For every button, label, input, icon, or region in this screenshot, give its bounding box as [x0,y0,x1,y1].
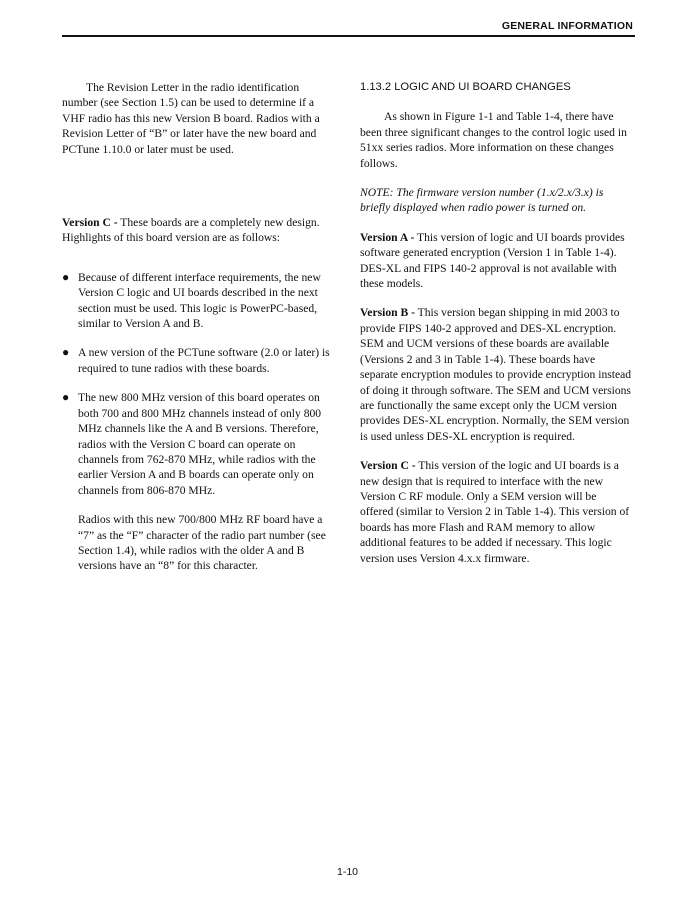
version-c-logic-text: This version of the logic and UI boards is a new design that is required to interface with the new Version C RF module. Only a SEM version will be offered (similar to Version 2 in Table 1-4). This version of boards has more Flash and RAM memory to allow additional features to be added if necessary. This logic version uses Version 4.x.x firmware. [360,459,630,565]
version-c-logic-paragraph [360,458,632,566]
running-header: GENERAL INFORMATION [501,20,633,32]
version-a-text: This version of logic and UI boards provides software generated encryption (Version 1 in Table 1-4). DES-XL and FIPS 140-2 approval is not available with these models. [360,230,625,291]
list-item [62,390,334,498]
version-c-logic-label: Version C - [360,459,416,473]
right-column [360,80,632,566]
page-number: 1-10 [336,866,358,878]
bullet-icon: ● [62,390,70,405]
intro-paragraph: The Revision Letter in the radio identification number (see Section 1.5) can be used to determine if a VHF radio has this new Version B board. Radios with a Revision Letter of “B” or later have the new board and PCTune 1.10.0 or later must be used. [62,81,320,156]
bullet-icon: ● [62,345,70,360]
bullet-text: The new 800 MHz version of this board operates on both 700 and 800 MHz channels instead of only 800 MHz channels like the A and B versions. Therefore, radios with the Version C board can operate on channels from 762-870 MHz, while radios with the earlier Version A and B boards can operate only on channels from 806-870 MHz. [78,391,322,497]
version-b-paragraph [360,305,632,444]
bullet-icon: ● [62,269,70,284]
header-rule [62,35,635,37]
version-c-text: These boards are a completely new design. Highlights of this board version are as follows: [62,216,320,245]
version-a-paragraph [360,230,632,292]
firmware-note: NOTE: The firmware version number (1.x/2.x/3.x) is briefly displayed when radio power is turned on. [360,186,604,215]
bullet-text: A new version of the PCTune software (2.0 or later) is required to tune radios with these boards. [78,346,330,375]
bullet-list [62,270,334,498]
left-column [62,80,334,574]
version-c-paragraph [62,215,334,246]
version-a-label: Version A - [360,230,415,244]
bullet-followup-paragraph: Radios with this new 700/800 MHz RF board have a “7” as the “F” character of the radio part number (see Section 1.4), while radios with the older A and B versions have an “8” for this character. [78,513,326,573]
bullet-text: Because of different interface requirements, the new Version C logic and UI boards described in the next section must be used. This logic is PowerPC-based, similar to Version A and B. [78,270,321,331]
section-intro: As shown in Figure 1-1 and Table 1-4, there have been three significant changes to the control logic used in 51xx series radios. More information on these changes follows. [360,110,627,170]
list-item [62,270,334,332]
version-b-label: Version B - [360,306,415,320]
version-c-label: Version C - [62,216,118,230]
section-heading: 1.13.2 LOGIC AND UI BOARD CHANGES [360,81,571,93]
version-b-text: This version began shipping in mid 2003 to provide FIPS 140-2 approved and DES-XL encryption. SEM and UCM versions of these boards are available (Versions 2 and 3 in Table 1-4). These boards have separate encryption modules to provide encryption instead of doing it through software. The SEM and UCM versions are functionally the same except only the UCM version provides DES-XL encryption. Normally, the SEM version is used unless DES-XL encryption is required. [360,306,632,443]
list-item [62,345,334,376]
